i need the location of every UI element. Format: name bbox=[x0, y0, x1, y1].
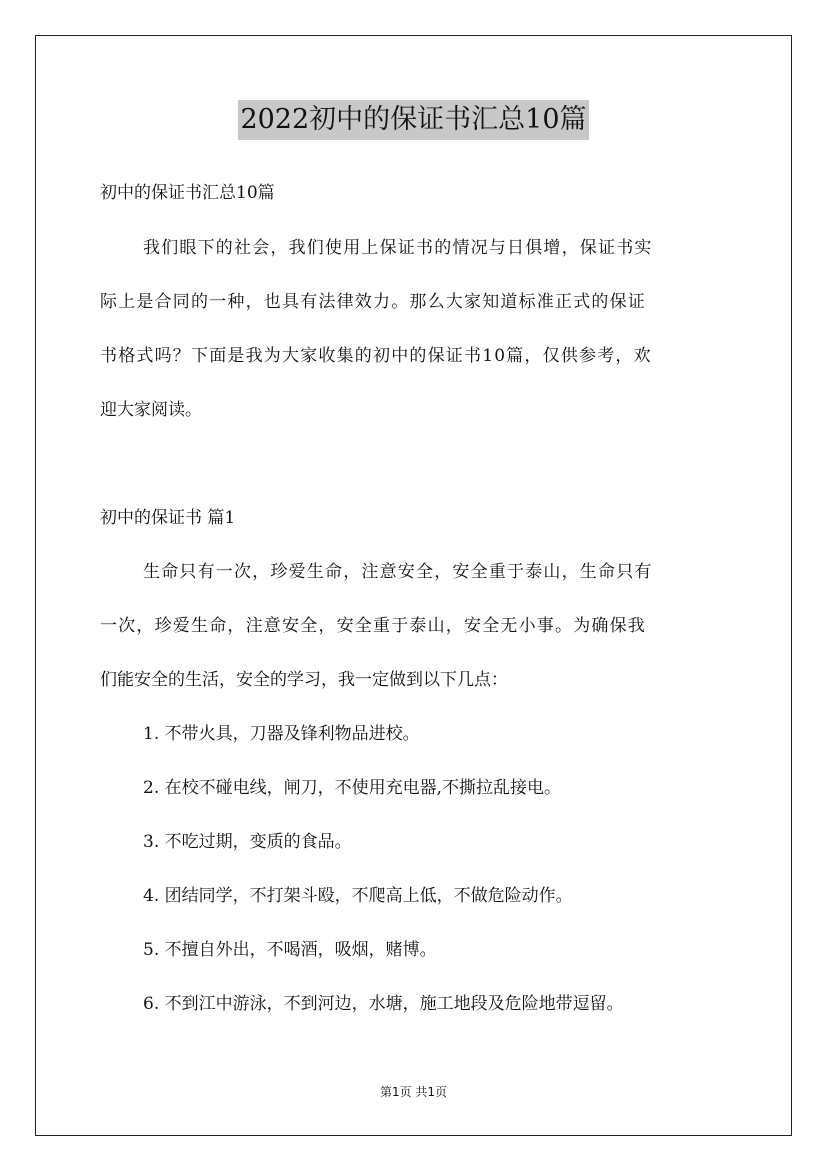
list-item: 4. 团结同学，不打架斗殴，不爬高上低，不做危险动作。 bbox=[143, 886, 573, 906]
intro-line: 我们眼下的社会，我们使用上保证书的情况与日俱增，保证书实 bbox=[143, 238, 653, 258]
section-heading: 初中的保证书 篇1 bbox=[100, 508, 236, 528]
list-item: 2. 在校不碰电线，闸刀，不使用充电器,不撕拉乱接电。 bbox=[143, 778, 562, 798]
document-title: 2022初中的保证书汇总10篇 bbox=[238, 100, 588, 140]
list-item: 6. 不到江中游泳，不到河边，水塘，施工地段及危险地带逗留。 bbox=[143, 994, 624, 1014]
section-line: 一次，珍爱生命，注意安全，安全重于泰山，安全无小事。为确保我 bbox=[100, 616, 646, 636]
section-line: 生命只有一次，珍爱生命，注意安全，安全重于泰山，生命只有 bbox=[143, 562, 653, 582]
list-item: 3. 不吃过期，变质的食品。 bbox=[143, 832, 352, 852]
title-wrap bbox=[0, 100, 827, 140]
subtitle-heading: 初中的保证书汇总10篇 bbox=[100, 183, 275, 203]
list-item: 1. 不带火具，刀器及锋利物品进校。 bbox=[143, 724, 420, 744]
page-footer: 第1页 共1页 bbox=[379, 1085, 448, 1099]
intro-line: 迎大家阅读。 bbox=[100, 400, 202, 420]
section-line: 们能安全的生活，安全的学习，我一定做到以下几点： bbox=[100, 670, 508, 690]
list-item: 5. 不擅自外出，不喝酒，吸烟，赌博。 bbox=[143, 940, 437, 960]
intro-line: 际上是合同的一种，也具有法律效力。那么大家知道标准正式的保证 bbox=[100, 292, 646, 312]
intro-line: 书格式吗？下面是我为大家收集的初中的保证书10篇，仅供参考，欢 bbox=[100, 346, 652, 366]
